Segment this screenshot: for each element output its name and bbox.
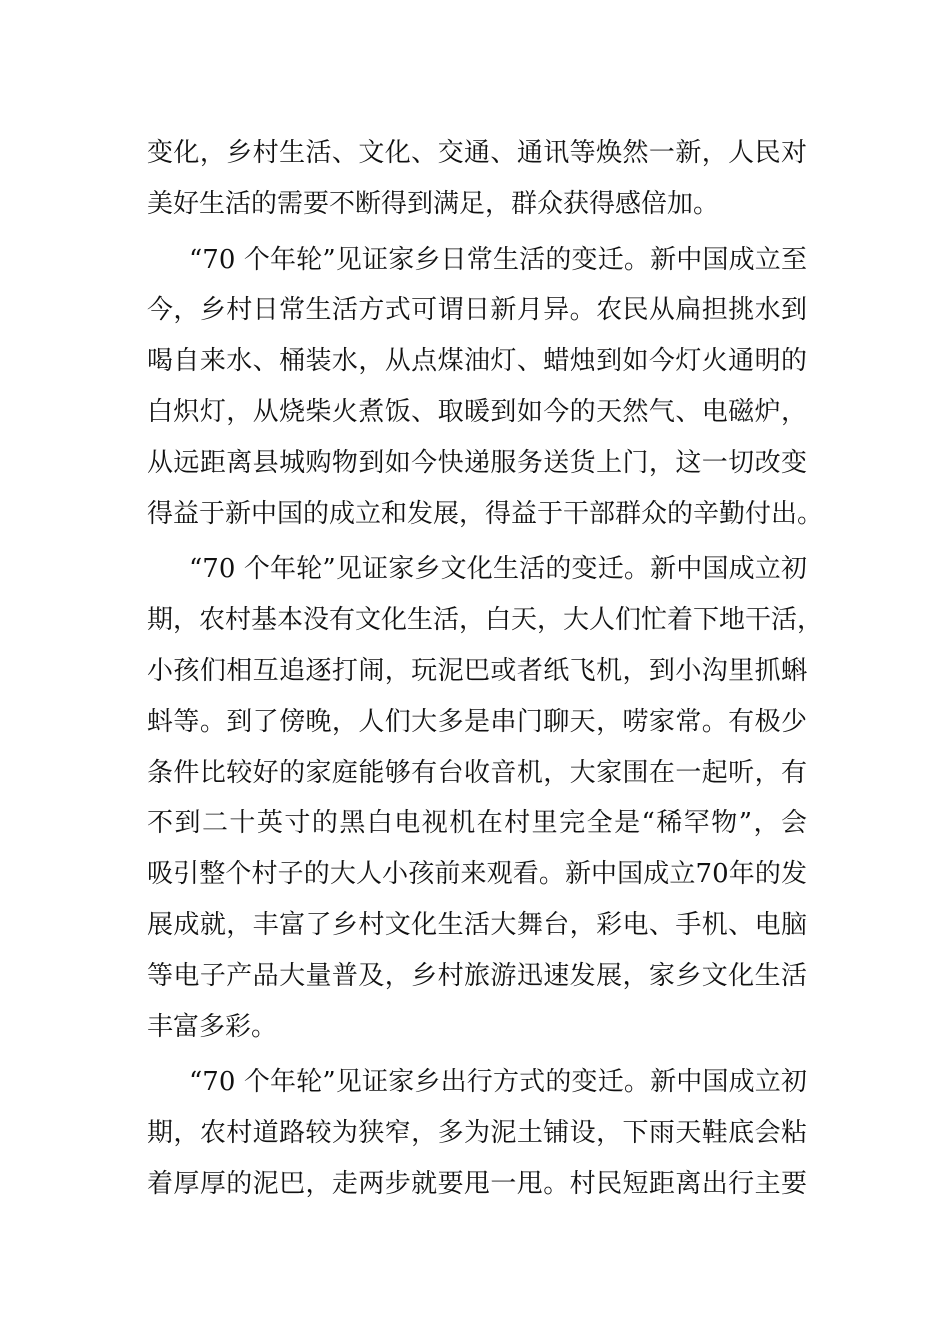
text-line: “70 个年轮”见证家乡日常生活的变迁。新中国成立至 xyxy=(189,244,807,275)
paragraph xyxy=(147,1057,807,1209)
paragraph xyxy=(147,544,824,1052)
text-line: 蚪等。到了傍晚，人们大多是串门聊天，唠家常。有极少 xyxy=(147,706,807,737)
text-line: 得益于新中国的成立和发展，得益于干部群众的辛勤付出。 xyxy=(147,498,824,529)
text-line: 美好生活的需要不断得到满足，群众获得感倍加。 xyxy=(147,188,720,219)
text-line: 期，农村道路较为狭窄，多为泥土铺设，下雨天鞋底会粘 xyxy=(147,1118,807,1149)
text-line: 吸引整个村子的大人小孩前来观看。新中国成立70年的发 xyxy=(147,859,807,890)
text-line: 喝自来水、桶装水，从点煤油灯、蜡烛到如今灯火通明的 xyxy=(147,346,807,377)
paragraph xyxy=(147,128,807,230)
text-line: 着厚厚的泥巴，走两步就要甩一甩。村民短距离出行主要 xyxy=(147,1168,807,1199)
text-line: 丰富多彩。 xyxy=(147,1011,278,1042)
text-line: 白炽灯，从烧柴火煮饭、取暖到如今的天然气、电磁炉， xyxy=(147,396,807,427)
paragraph xyxy=(147,235,824,540)
text-line: “70 个年轮”见证家乡文化生活的变迁。新中国成立初 xyxy=(189,554,807,585)
text-line: 从远距离县城购物到如今快递服务送货上门，这一切改变 xyxy=(147,447,807,478)
text-line: 今，乡村日常生活方式可谓日新月异。农民从扁担挑水到 xyxy=(147,295,807,326)
text-line: 小孩们相互追逐打闹，玩泥巴或者纸飞机，到小沟里抓蝌 xyxy=(147,655,807,686)
text-line: 期，农村基本没有文化生活，白天，大人们忙着下地干活， xyxy=(147,605,824,636)
text-line: 展成就，丰富了乡村文化生活大舞台，彩电、手机、电脑 xyxy=(147,909,807,940)
text-line: “70 个年轮”见证家乡出行方式的变迁。新中国成立初 xyxy=(189,1067,807,1098)
text-line: 变化，乡村生活、文化、交通、通讯等焕然一新，人民对 xyxy=(147,138,807,168)
text-line: 条件比较好的家庭能够有台收音机，大家围在一起听，有 xyxy=(147,757,807,788)
text-line: 不到二十英寸的黑白电视机在村里完全是“稀罕物”，会 xyxy=(147,808,807,839)
text-line: 等电子产品大量普及，乡村旅游迅速发展，家乡文化生活 xyxy=(147,960,807,991)
document-body xyxy=(147,128,824,1210)
